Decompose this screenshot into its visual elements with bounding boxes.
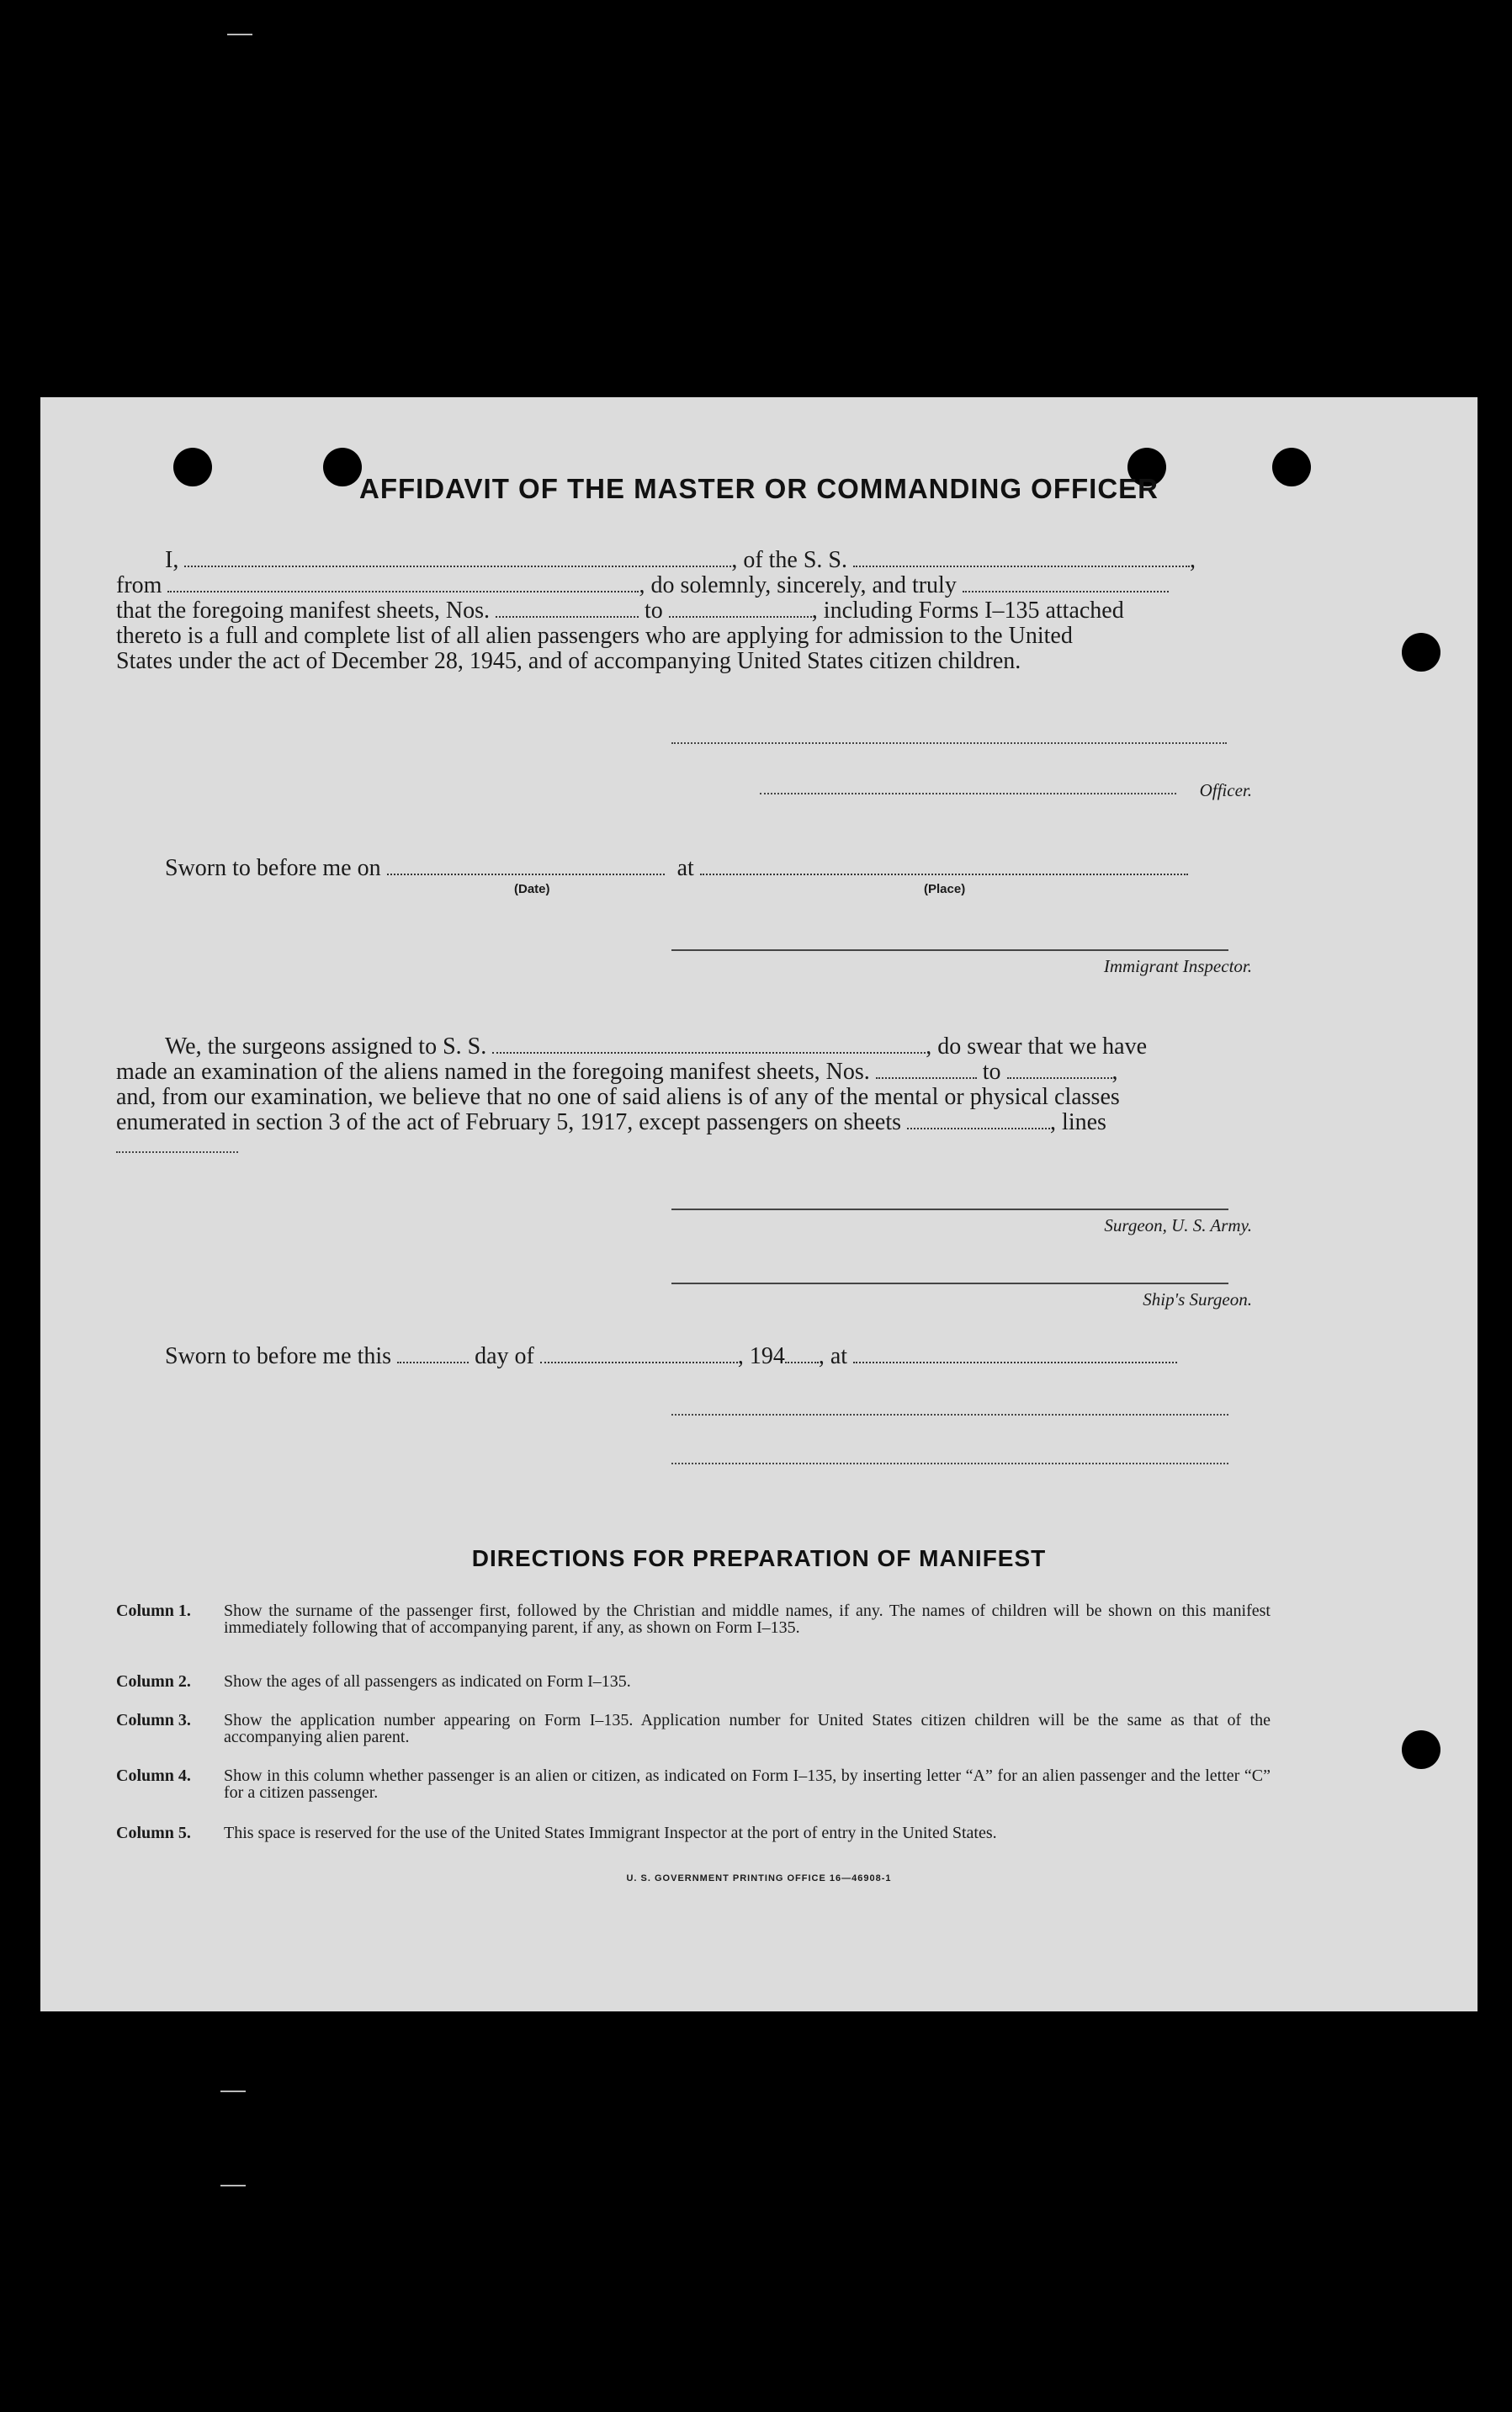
scan-mark — [220, 2185, 246, 2186]
except-sheets-field[interactable] — [907, 1109, 1050, 1129]
surgeons-line-1: We, the surgeons assigned to S. S. , do swear that we have — [165, 1033, 1148, 1060]
inspector-signature-line[interactable] — [671, 949, 1228, 951]
affidavit-line-2: from , do solemnly, sincerely, and truly — [116, 572, 1169, 599]
sheet-from-field[interactable] — [496, 598, 639, 618]
ship-name-field[interactable] — [853, 547, 1190, 567]
port-from-field[interactable] — [167, 572, 639, 592]
lines-field[interactable] — [116, 1151, 238, 1153]
sworn-date-field[interactable] — [387, 855, 665, 875]
affidavit-line-1: I, , of the S. S. , — [165, 547, 1196, 573]
direction-column: Column 5. — [116, 1824, 191, 1842]
surgeon-ship-field[interactable] — [492, 1033, 926, 1054]
sworn-at-field[interactable] — [853, 1343, 1177, 1363]
sworn-line-2: Sworn to before me this day of , 194 , at — [165, 1343, 1177, 1370]
sworn-place-field[interactable] — [700, 855, 1188, 875]
direction-text: Show the surname of the passenger first, followed by the Christian and middle names, if any. The names of children will be shown on this manifest immediately following that of accompanying parent, if any, as shown on Form I–135. — [224, 1602, 1271, 1637]
sworn-year-field[interactable] — [785, 1343, 819, 1363]
ship-surgeon-label: Ship's Surgeon. — [1143, 1289, 1252, 1310]
officer-label: Officer. — [1199, 780, 1252, 800]
oath-field[interactable] — [963, 572, 1169, 592]
printing-office-footer: U. S. GOVERNMENT PRINTING OFFICE 16—46908-1 — [626, 1873, 892, 1883]
army-surgeon-label: Surgeon, U. S. Army. — [1104, 1215, 1252, 1235]
surgeon-sheet-from-field[interactable] — [876, 1059, 977, 1079]
direction-text: Show the application number appearing on Form I–135. Application number for United States citizen children will be the same as that of the accompanying alien parent. — [224, 1711, 1271, 1746]
affidavit-line-5: States under the act of December 28, 1945, and of accompanying United States citizen children. — [116, 648, 1021, 674]
scan-mark — [227, 34, 252, 35]
place-label: (Place) — [924, 882, 966, 896]
surgeon-sheet-to-field[interactable] — [1007, 1059, 1112, 1079]
surgeons-line-4: enumerated in section 3 of the act of February 5, 1917, except passengers on sheets , lines — [116, 1109, 1106, 1135]
direction-column: Column 4. — [116, 1766, 191, 1785]
direction-text: Show in this column whether passenger is an alien or citizen, as indicated on Form I–135, by inserting letter “A” for an alien passenger and the letter “C” for a citizen passenger. — [224, 1766, 1271, 1802]
surgeons-line-2: made an examination of the aliens named in the foregoing manifest sheets, Nos. to , — [116, 1059, 1118, 1085]
surgeons-line-3: and, from our examination, we believe that no one of said aliens is of any of the mental or physical classes — [116, 1084, 1120, 1110]
master-name-field[interactable] — [184, 547, 731, 567]
direction-column: Column 2. — [116, 1672, 191, 1691]
sworn-month-field[interactable] — [540, 1343, 738, 1363]
direction-text: This space is reserved for the use of the United States Immigrant Inspector at the port of entry in the United States. — [224, 1824, 997, 1842]
affidavit-line-4: thereto is a full and complete list of all alien passengers who are applying for admission to the United — [116, 623, 1073, 649]
affidavit-title: AFFIDAVIT OF THE MASTER OR COMMANDING OFFICER — [358, 473, 1159, 504]
direction-column: Column 1. — [116, 1602, 191, 1620]
sworn-line-1: Sworn to before me on at — [165, 855, 1188, 882]
army-surgeon-signature-line[interactable] — [671, 1209, 1228, 1210]
directions-title: DIRECTIONS FOR PREPARATION OF MANIFEST — [471, 1545, 1047, 1571]
sworn-day-field[interactable] — [397, 1343, 469, 1363]
sheet-to-field[interactable] — [669, 598, 812, 618]
officer-title-line[interactable] — [760, 793, 1176, 794]
ship-surgeon-signature-line[interactable] — [671, 1283, 1228, 1284]
inspector-label: Immigrant Inspector. — [1103, 956, 1252, 976]
punch-hole — [1402, 1730, 1440, 1769]
blank-line-2[interactable] — [671, 1463, 1228, 1464]
form-sheet — [40, 397, 1478, 2011]
affidavit-line-3: that the foregoing manifest sheets, Nos. to , including Forms I–135 attached — [116, 598, 1124, 624]
blank-line-1[interactable] — [671, 1414, 1228, 1416]
punch-hole — [1402, 633, 1440, 672]
date-label: (Date) — [514, 882, 550, 896]
officer-signature-line[interactable] — [671, 742, 1227, 744]
direction-text: Show the ages of all passengers as indicated on Form I–135. — [224, 1672, 631, 1691]
direction-column: Column 3. — [116, 1711, 191, 1729]
scan-mark — [220, 2091, 246, 2092]
